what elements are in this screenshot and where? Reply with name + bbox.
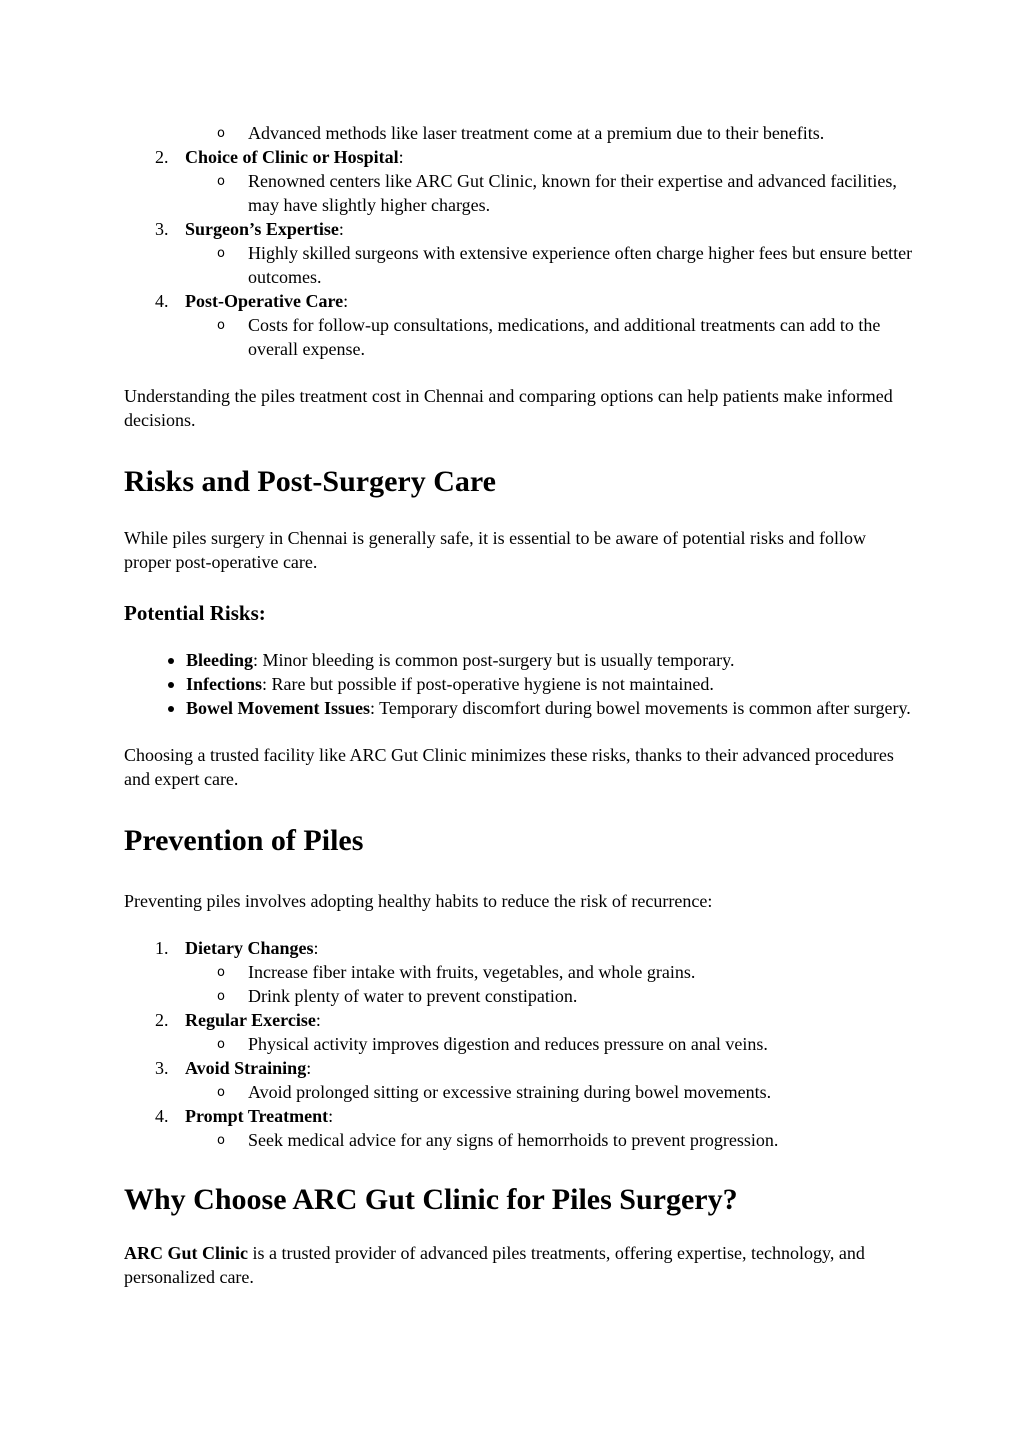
circle-bullet-icon: o (217, 1085, 225, 1100)
item-title: Surgeon’s Expertise (185, 219, 339, 239)
list-item (124, 1128, 914, 1152)
risks-intro-paragraph: While piles surgery in Chennai is generally safe, it is essential to be aware of potential risks and follow proper post-operative care. (124, 528, 866, 572)
prevention-heading: Prevention of Piles (124, 824, 364, 857)
colon: : (338, 219, 344, 239)
subitem-text: Advanced methods like laser treatment come at a premium due to their benefits. (248, 123, 825, 143)
risk-text: : Temporary discomfort during bowel movements is common after surgery. (369, 698, 911, 718)
item-title: Avoid Straining (185, 1058, 307, 1078)
potential-risks-subheading: Potential Risks: (124, 601, 266, 625)
item-title: Dietary Changes (185, 938, 314, 958)
list-number: 3. (155, 1058, 169, 1078)
list-number: 3. (155, 219, 169, 239)
subitem-text: Renowned centers like ARC Gut Clinic, known for their expertise and advanced facilities, may have slightly higher charges. (248, 171, 897, 215)
circle-bullet-icon: o (217, 246, 225, 261)
colon: : (313, 938, 319, 958)
list-number: 2. (155, 147, 169, 167)
risk-title: Bleeding (186, 650, 254, 670)
list-number: 2. (155, 1010, 169, 1030)
risk-title: Bowel Movement Issues (186, 698, 370, 718)
list-number: 4. (155, 1106, 169, 1126)
cost-factors-list (124, 145, 914, 361)
subitem-text: Costs for follow-up consultations, medications, and additional treatments can add to the overall expense. (248, 315, 881, 359)
colon: : (315, 1010, 321, 1030)
risks-list (124, 648, 914, 720)
subitem-text: Drink plenty of water to prevent constipation. (248, 986, 578, 1006)
list-item (124, 217, 914, 289)
list-item (124, 1080, 914, 1104)
risk-title: Infections (186, 674, 262, 694)
list-item (124, 696, 914, 720)
colon: : (343, 291, 349, 311)
list-item (124, 1032, 914, 1056)
list-item (124, 672, 914, 696)
list-item (124, 121, 914, 145)
list-item (124, 313, 914, 361)
prevention-intro-paragraph: Preventing piles involves adopting healthy habits to reduce the risk of recurrence: (124, 891, 713, 911)
circle-bullet-icon: o (217, 989, 225, 1004)
bullet-icon (168, 706, 174, 712)
subitem-text: Physical activity improves digestion and reduces pressure on anal veins. (248, 1034, 768, 1054)
colon: : (306, 1058, 312, 1078)
list-item (124, 960, 914, 984)
why-choose-paragraph (124, 1241, 914, 1289)
cost-factor-1-subitems (124, 121, 914, 145)
colon: : (398, 147, 404, 167)
why-choose-text: is a trusted provider of advanced piles treatments, offering expertise, technology, and personalized care. (124, 1243, 865, 1287)
subitem-text: Increase fiber intake with fruits, vegetables, and whole grains. (248, 962, 696, 982)
circle-bullet-icon: o (217, 1133, 225, 1148)
circle-bullet-icon: o (217, 1037, 225, 1052)
item-title: Post-Operative Care (185, 291, 344, 311)
list-item (124, 289, 914, 361)
list-item (124, 984, 914, 1008)
item-title: Choice of Clinic or Hospital (185, 147, 399, 167)
subitem-text: Seek medical advice for any signs of hemorrhoids to prevent progression. (248, 1130, 779, 1150)
document-page (124, 121, 914, 1289)
list-item (124, 169, 914, 217)
list-item (124, 1056, 914, 1104)
why-choose-heading: Why Choose ARC Gut Clinic for Piles Surgery? (124, 1183, 738, 1216)
bullet-icon (168, 682, 174, 688)
circle-bullet-icon: o (217, 965, 225, 980)
list-item (124, 648, 914, 672)
list-number: 1. (155, 938, 169, 958)
risk-text: : Rare but possible if post-operative hygiene is not maintained. (262, 674, 714, 694)
clinic-name: ARC Gut Clinic (124, 1243, 249, 1263)
risk-text: : Minor bleeding is common post-surgery but is usually temporary. (253, 650, 735, 670)
list-item (124, 1104, 914, 1152)
subitem-text: Avoid prolonged sitting or excessive straining during bowel movements. (248, 1082, 772, 1102)
cost-summary-paragraph: Understanding the piles treatment cost in Chennai and comparing options can help patients make informed decisions. (124, 386, 893, 430)
subitem-text: Highly skilled surgeons with extensive experience often charge higher fees but ensure better outcomes. (248, 243, 913, 287)
item-title: Regular Exercise (185, 1010, 316, 1030)
circle-bullet-icon: o (217, 174, 225, 189)
circle-bullet-icon: o (217, 318, 225, 333)
prevention-list (124, 936, 914, 1152)
list-item (124, 1008, 914, 1056)
risks-heading: Risks and Post-Surgery Care (124, 465, 496, 498)
list-number: 4. (155, 291, 169, 311)
risks-outro-paragraph: Choosing a trusted facility like ARC Gut Clinic minimizes these risks, thanks to their advanced procedures and expert care. (124, 745, 894, 789)
bullet-icon (168, 658, 174, 664)
list-item (124, 241, 914, 289)
circle-bullet-icon: o (217, 126, 225, 141)
colon: : (328, 1106, 334, 1126)
list-item (124, 936, 914, 1008)
list-item (124, 145, 914, 217)
item-title: Prompt Treatment (185, 1106, 329, 1126)
